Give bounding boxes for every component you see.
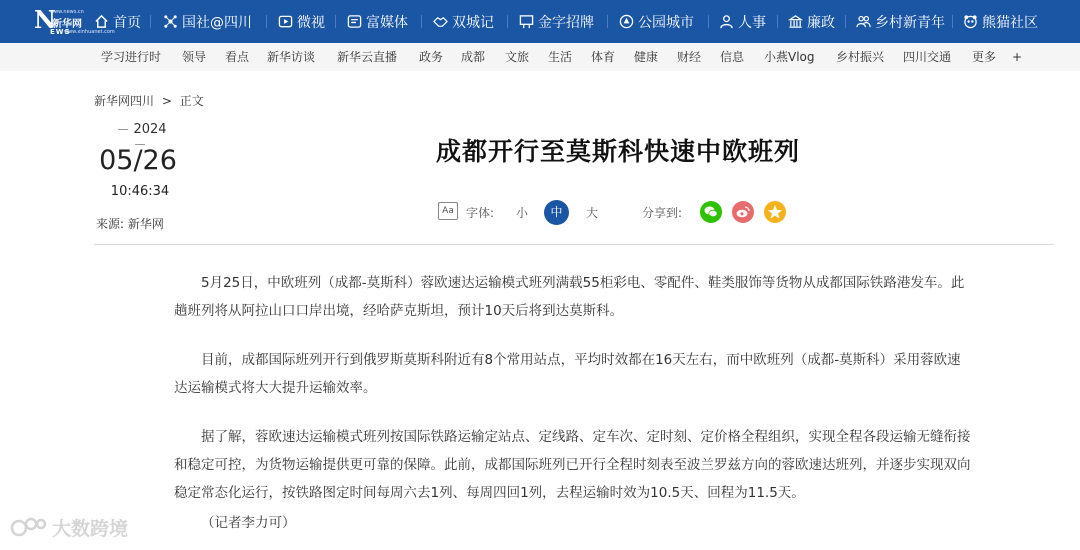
subnav-item[interactable]: 四川交通 bbox=[903, 50, 952, 64]
nav-item-xiangcunxinqingnian[interactable] bbox=[856, 0, 945, 43]
subnav-item[interactable]: 财经 bbox=[677, 50, 702, 64]
nav-item-label: 国社@四川 bbox=[182, 14, 252, 31]
breadcrumb-root[interactable]: 新华网四川 bbox=[94, 94, 155, 108]
font-size-icon: Aa bbox=[438, 202, 458, 220]
subnav-item[interactable]: 新华云直播 bbox=[337, 50, 398, 64]
nav-divider bbox=[335, 15, 336, 28]
subnav-item[interactable]: 学习进行时 bbox=[101, 50, 162, 64]
nav-divider bbox=[507, 15, 508, 28]
year-text: 2024 bbox=[133, 122, 167, 137]
nav-item-renshi[interactable] bbox=[719, 0, 766, 43]
nav-item-fumeiti[interactable] bbox=[347, 0, 408, 43]
title-divider bbox=[94, 244, 1054, 245]
nav-item-label: 首页 bbox=[113, 14, 141, 31]
xinhua-logo[interactable] bbox=[34, 5, 115, 37]
paragraph-text: 据了解，蓉欧速达运输模式班列按国际铁路运输定站点、定线路、定车次、定时刻、定价格全程组织，实现全程各段运输无缝衔接和稳定可控，为货物运输提供更可靠的保障。此前，成都国际班列已开行全程时刻表至波兰罗兹方向的蓉欧速达班列，并逐步实现双向稳定常态化运行，按铁路图定时间每周六去1列、每周四回1列，去程运输时效为10.5天、回程为11.5天。 bbox=[174, 429, 971, 501]
font-size-medium-button[interactable]: 中 bbox=[544, 200, 569, 225]
publish-month-day: 05/26 bbox=[99, 145, 177, 176]
subnav-plus[interactable]: + bbox=[1012, 50, 1023, 64]
sub-nav-bar bbox=[0, 43, 1080, 71]
article-byline bbox=[174, 509, 974, 537]
subnav-item[interactable]: 政务 bbox=[419, 50, 444, 64]
nav-item-jinzizhaopai[interactable] bbox=[519, 0, 594, 43]
home-icon bbox=[94, 14, 109, 29]
font-size-small-button[interactable]: 小 bbox=[516, 206, 529, 220]
logo-text: 新华网 bbox=[52, 19, 82, 30]
nav-item-label: 富媒体 bbox=[366, 14, 408, 31]
signboard-icon bbox=[519, 14, 534, 29]
article-paragraph bbox=[174, 346, 974, 402]
article-paragraph bbox=[174, 423, 974, 507]
subnav-item[interactable]: 成都 bbox=[461, 50, 486, 64]
subnav-item[interactable]: 领导 bbox=[182, 50, 207, 64]
subnav-item[interactable]: 体育 bbox=[591, 50, 616, 64]
font-size-label: 字体: bbox=[466, 206, 495, 220]
park-icon bbox=[619, 14, 634, 29]
breadcrumb-current: 正文 bbox=[179, 94, 204, 108]
watermark-logo-icon bbox=[10, 514, 48, 540]
year-dash-left bbox=[118, 129, 128, 130]
subnav-item[interactable]: 新华访谈 bbox=[267, 50, 316, 64]
article-title: 成都开行至莫斯科快速中欧班列 bbox=[435, 137, 800, 166]
subnav-item[interactable]: 健康 bbox=[634, 50, 659, 64]
nav-divider bbox=[266, 15, 267, 28]
panda-icon bbox=[963, 14, 978, 29]
weibo-share-icon[interactable] bbox=[732, 201, 754, 223]
breadcrumb-separator: > bbox=[161, 94, 172, 108]
nav-item-label: 公园城市 bbox=[638, 14, 694, 31]
nav-item-label: 金字招牌 bbox=[538, 14, 594, 31]
publish-time: 10:46:34 bbox=[110, 184, 170, 199]
subnav-item[interactable]: 看点 bbox=[225, 50, 250, 64]
nav-divider bbox=[150, 15, 151, 28]
video-icon bbox=[278, 14, 293, 29]
logo-ews: EWS bbox=[50, 28, 71, 36]
font-size-large-button[interactable]: 大 bbox=[586, 206, 599, 220]
subnav-item[interactable]: 生活 bbox=[548, 50, 573, 64]
nav-item-guoshe[interactable] bbox=[163, 0, 252, 43]
logo-mark: N bbox=[34, 5, 54, 34]
person-icon bbox=[719, 14, 734, 29]
logo-url: www.news.cn bbox=[50, 9, 84, 15]
nav-item-label: 微视 bbox=[297, 14, 325, 31]
nav-item-label: 熊猫社区 bbox=[982, 14, 1038, 31]
nav-divider bbox=[952, 15, 953, 28]
nav-divider bbox=[845, 15, 846, 28]
nav-item-weishi[interactable] bbox=[278, 0, 325, 43]
subnav-item[interactable]: 乡村振兴 bbox=[836, 50, 885, 64]
nav-divider bbox=[607, 15, 608, 28]
nav-item-home[interactable] bbox=[94, 0, 141, 43]
people-icon bbox=[856, 14, 871, 29]
subnav-more[interactable]: 更多 bbox=[972, 50, 997, 64]
nav-item-label: 廉政 bbox=[807, 14, 835, 31]
nav-divider bbox=[777, 15, 778, 28]
nav-item-shuangchengji[interactable] bbox=[433, 0, 494, 43]
article-source: 来源: 新华网 bbox=[96, 217, 164, 231]
watermark bbox=[10, 512, 128, 542]
watermark-text: 大数跨境 bbox=[52, 517, 129, 540]
qzone-share-icon[interactable] bbox=[764, 201, 786, 223]
wechat-share-icon[interactable] bbox=[700, 201, 722, 223]
logo-sub-url: www.xinhuanet.com bbox=[64, 29, 115, 35]
media-icon bbox=[347, 14, 362, 29]
article-paragraph bbox=[174, 269, 974, 325]
paragraph-text: 目前，成都国际班列开行到俄罗斯莫斯科附近有8个常用站点，平均时效都在16天左右，而中欧班列（成都-莫斯科）采用蓉欧速达运输模式将大大提升运输效率。 bbox=[174, 352, 961, 396]
nav-item-gongyuanchengshi[interactable] bbox=[619, 0, 694, 43]
nav-item-xiongmaoshequ[interactable] bbox=[963, 0, 1038, 43]
network-icon bbox=[163, 14, 178, 29]
nav-item-label: 双城记 bbox=[452, 14, 494, 31]
nav-item-lianzheng[interactable] bbox=[788, 0, 835, 43]
subnav-item[interactable]: 小燕Vlog bbox=[764, 50, 815, 64]
share-label: 分享到: bbox=[642, 206, 683, 220]
handshake-icon bbox=[433, 14, 448, 29]
nav-divider bbox=[421, 15, 422, 28]
top-nav-bar bbox=[0, 0, 1080, 43]
nav-item-label: 乡村新青年 bbox=[875, 14, 945, 31]
building-icon bbox=[788, 14, 803, 29]
nav-item-label: 人事 bbox=[738, 14, 766, 31]
subnav-item[interactable]: 信息 bbox=[720, 50, 745, 64]
breadcrumb bbox=[94, 92, 208, 109]
byline-text: （记者李力可） bbox=[201, 515, 296, 531]
subnav-item[interactable]: 文旅 bbox=[505, 50, 530, 64]
nav-divider bbox=[708, 15, 709, 28]
paragraph-text: 5月25日，中欧班列（成都-莫斯科）蓉欧速达运输模式班列满载55柜彩电、零配件、鞋类服饰等货物从成都国际铁路港发车。此趟班列将从阿拉山口口岸出境，经哈萨克斯坦，预计10天后将到达莫斯科。 bbox=[174, 275, 965, 319]
